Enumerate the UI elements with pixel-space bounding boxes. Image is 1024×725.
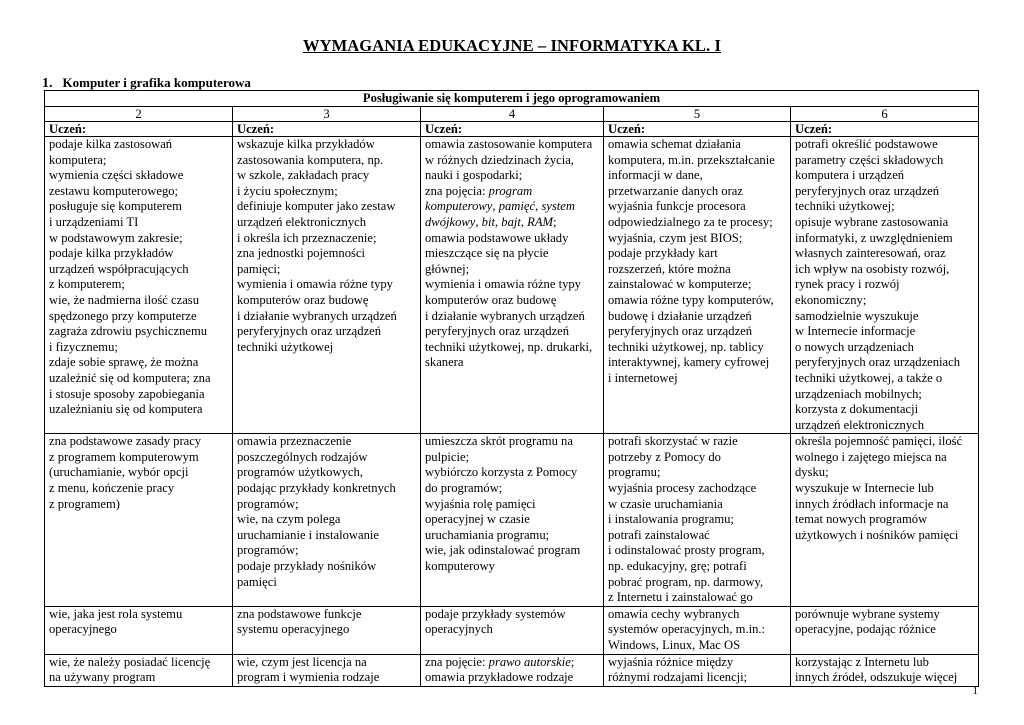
requirement-line: systemów operacyjnych, m.in.: <box>608 622 766 637</box>
requirement-cell <box>791 654 979 686</box>
requirement-line: różnymi rodzajami licencji; <box>608 670 748 685</box>
requirement-line: i urządzeniami TI <box>49 214 139 229</box>
requirement-line: omawia schemat działania <box>608 137 741 151</box>
requirement-line: uzależnianiu się od komputera <box>49 402 203 417</box>
requirement-line: operacyjnej w czasie <box>425 512 530 527</box>
requirement-line: pobrać program, np. darmowy, <box>608 574 764 589</box>
requirement-line: i odinstalować prosty program, <box>608 543 765 558</box>
grade-level: 6 <box>791 107 979 122</box>
requirement-line: głównej; <box>425 261 470 276</box>
requirements-table <box>44 90 979 687</box>
requirement-line: o nowych urządzeniach <box>795 339 914 354</box>
italic-term: komputerowy <box>425 199 493 214</box>
requirement-line: urządzeń współpracujących <box>49 261 189 276</box>
requirement-line: komputerowy, pamięć, system <box>425 199 575 214</box>
requirement-line: posługuje się komputerem <box>49 199 182 214</box>
italic-term: pamięć <box>498 199 536 214</box>
requirement-line: własnych zainteresowań, oraz <box>795 246 946 261</box>
requirement-line: i fizycznemu; <box>49 339 118 354</box>
requirement-line: i działanie wybranych urządzeń <box>425 308 585 323</box>
italic-term: program <box>488 183 533 198</box>
grade-level: 5 <box>604 107 791 122</box>
requirement-line: podaje kilka przykładów <box>49 246 174 261</box>
requirement-line: dysku; <box>795 465 829 480</box>
requirement-line: programów użytkowych, <box>237 465 363 480</box>
requirement-line: zna jednostki pojemności <box>237 246 366 261</box>
requirement-line: i określa ich przeznaczenie; <box>237 230 377 245</box>
requirement-line: i działanie wybranych urządzeń <box>237 308 397 323</box>
requirement-line: wyjaśnia, czym jest BIOS; <box>608 230 743 245</box>
requirement-line: parametry części składowych <box>795 152 944 167</box>
requirement-line: komputera; <box>49 152 107 167</box>
learner-label-row <box>45 122 979 137</box>
requirement-line: komputerów oraz budowę <box>425 292 557 307</box>
requirement-line: rozszerzeń, które można <box>608 261 731 276</box>
requirement-cell <box>604 606 791 654</box>
requirement-line: ich wpływ na osobisty rozwój, <box>795 261 950 276</box>
requirement-line: z programem) <box>49 496 120 511</box>
requirement-line: poszczególnych rodzajów <box>237 449 368 464</box>
requirement-cell <box>791 137 979 434</box>
requirement-line: dwójkowy, bit, bajt, RAM; <box>425 214 557 229</box>
requirement-cell <box>604 137 791 434</box>
requirement-cell <box>45 137 233 434</box>
section-number: 1. <box>42 76 53 91</box>
requirement-cell <box>421 654 604 686</box>
requirement-line: wymienia i omawia różne typy <box>237 277 393 292</box>
requirement-cell <box>233 654 421 686</box>
requirement-cell <box>791 434 979 607</box>
requirement-line: peryferyjnych oraz urządzeń <box>237 324 382 339</box>
requirement-line: i stosuje sposoby zapobiegania <box>49 386 205 401</box>
requirement-line: potrafi określić podstawowe <box>795 137 938 151</box>
requirement-line: potrafi skorzystać w razie <box>608 434 738 449</box>
requirement-line: omawia różne typy komputerów, <box>608 292 774 307</box>
learner-label: Uczeń: <box>791 122 979 137</box>
requirement-line: zna podstawowe zasady pracy <box>49 434 202 449</box>
requirement-line: komputera, m.in. przekształcanie <box>608 152 775 167</box>
requirement-line: peryferyjnych oraz urządzeń <box>608 324 753 339</box>
requirement-line: korzysta z dokumentacji <box>795 402 919 417</box>
requirement-row <box>45 137 979 434</box>
requirement-line: zainstalować w komputerze; <box>608 277 752 292</box>
requirement-line: potrafi zainstalować <box>608 527 710 542</box>
requirement-line: ekonomiczny; <box>795 292 867 307</box>
requirement-line: wymienia i omawia różne typy <box>425 277 581 292</box>
requirement-line: Windows, Linux, Mac OS <box>608 638 741 652</box>
requirement-line: omawia przykładowe rodzaje <box>425 670 574 685</box>
requirement-line: temat nowych programów <box>795 512 928 527</box>
requirement-line: zna pojęcie: prawo autorskie; <box>425 654 575 669</box>
learner-label: Uczeń: <box>421 122 604 137</box>
requirement-row <box>45 606 979 654</box>
requirement-line: pamięci; <box>237 261 281 276</box>
italic-term: RAM <box>527 214 554 229</box>
requirement-line: omawia przeznaczenie <box>237 434 352 449</box>
requirement-line: wie, jak odinstalować program <box>425 543 581 558</box>
requirement-line: i życiu społecznym; <box>237 183 338 198</box>
requirement-cell <box>233 434 421 607</box>
requirement-line: potrzeby z Pomocy do <box>608 449 721 464</box>
requirement-line: omawia podstawowe układy <box>425 230 569 245</box>
requirement-cell <box>421 606 604 654</box>
requirement-line: podaje przykłady nośników <box>237 559 377 574</box>
requirement-row <box>45 434 979 607</box>
requirement-cell <box>233 606 421 654</box>
requirement-line: przetwarzanie danych oraz <box>608 183 743 198</box>
requirement-line: pamięci <box>237 574 277 589</box>
grade-level: 4 <box>421 107 604 122</box>
requirement-line: systemu operacyjnego <box>237 622 350 637</box>
requirement-line: definiuje komputer jako zestaw <box>237 199 396 214</box>
requirement-line: w szkole, zakładach pracy <box>237 168 370 183</box>
requirement-line: wymienia części składowe <box>49 168 184 183</box>
requirement-line: w podstawowym zakresie; <box>49 230 183 245</box>
requirement-line: korzystając z Internetu lub <box>795 654 929 669</box>
requirement-line: i internetowej <box>608 370 678 385</box>
requirement-line: innych źródeł, odszukuje więcej <box>795 670 958 685</box>
requirement-line: program i wymienia rodzaje <box>237 670 380 685</box>
requirement-line: peryferyjnych oraz urządzeń <box>795 183 940 198</box>
requirement-line: wie, że nadmierna ilość czasu <box>49 292 200 307</box>
requirement-cell <box>791 606 979 654</box>
requirement-row <box>45 654 979 686</box>
requirement-line: programów; <box>237 543 299 558</box>
italic-term: prawo autorskie <box>488 654 571 669</box>
requirement-line: zestawu komputerowego; <box>49 183 179 198</box>
requirement-line: budowę i działanie urządzeń <box>608 308 752 323</box>
requirement-line: odpowiedzialnego za te procesy; <box>608 214 773 229</box>
requirement-line: operacyjne, podając różnice <box>795 622 936 637</box>
requirement-line: nauki i gospodarki; <box>425 168 523 183</box>
requirement-cell <box>233 137 421 434</box>
requirement-cell <box>45 654 233 686</box>
requirement-line: uzależnić się od komputera; zna <box>49 370 211 385</box>
requirement-line: techniki użytkowej <box>237 339 334 354</box>
requirement-line: wskazuje kilka przykładów <box>237 137 375 151</box>
requirement-line: samodzielnie wyszukuje <box>795 308 919 323</box>
section-label: Komputer i grafika komputerowa <box>62 75 251 90</box>
grade-levels-row <box>45 107 979 122</box>
requirement-line: podając przykłady konkretnych <box>237 481 396 496</box>
requirement-line: zagraża zdrowiu psychicznemu <box>49 324 208 339</box>
requirement-cell <box>604 434 791 607</box>
requirement-line: w Internecie informacje <box>795 324 916 339</box>
requirement-cell <box>421 137 604 434</box>
requirement-line: z komputerem; <box>49 277 125 292</box>
requirement-line: programu; <box>608 465 661 480</box>
requirement-line: z menu, kończenie pracy <box>49 481 175 496</box>
requirement-line: techniki użytkowej, a także o <box>795 370 943 385</box>
learner-label: Uczeń: <box>233 122 421 137</box>
requirement-line: operacyjnych <box>425 622 493 637</box>
requirement-line: z Internetu i zainstalować go <box>608 590 753 605</box>
requirement-line: urządzeniach mobilnych; <box>795 386 922 401</box>
requirement-line: podaje kilka zastosowań <box>49 137 173 151</box>
requirement-line: komputerów oraz budowę <box>237 292 369 307</box>
requirement-line: podaje przykłady kart <box>608 246 718 261</box>
requirement-line: wyjaśnia procesy zachodzące <box>608 481 757 496</box>
requirement-line: zna podstawowe funkcje <box>237 606 362 621</box>
requirement-cell <box>421 434 604 607</box>
page-number: 1 <box>972 685 978 697</box>
requirement-line: mieszczące się na płycie <box>425 246 549 261</box>
page-title: WYMAGANIA EDUKACYJNE – INFORMATYKA KL. I <box>302 36 722 55</box>
requirements-table-body <box>45 91 979 687</box>
requirement-line: wie, czym jest licencja na <box>237 654 367 669</box>
grade-level: 2 <box>45 107 233 122</box>
table-caption: Posługiwanie się komputerem i jego oprogramowaniem <box>45 91 979 107</box>
learner-label: Uczeń: <box>604 122 791 137</box>
requirement-line: techniki użytkowej, np. drukarki, <box>425 339 593 354</box>
requirement-cell <box>45 434 233 607</box>
requirement-line: zna pojęcia: program <box>425 183 533 198</box>
requirement-line: informatyki, z uwzględnieniem <box>795 230 953 245</box>
learner-label: Uczeń: <box>45 122 233 137</box>
requirement-line: urządzeń elektronicznych <box>237 214 367 229</box>
requirement-line: z programem komputerowym <box>49 449 199 464</box>
requirement-line: uruchamianie i instalowanie <box>237 527 379 542</box>
requirement-cell <box>604 654 791 686</box>
requirement-line: do programów; <box>425 481 503 496</box>
requirement-line: peryferyjnych oraz urządzeń <box>425 324 570 339</box>
requirement-line: na używany program <box>49 670 156 685</box>
requirement-line: urządzeń elektronicznych <box>795 417 925 432</box>
requirement-line: informacji w dane, <box>608 168 703 183</box>
requirement-line: komputerowy <box>425 559 495 574</box>
italic-term: bit <box>481 214 495 229</box>
requirement-line: pulpicie; <box>425 449 470 464</box>
requirement-line: wolnego i zajętego miejsca na <box>795 449 947 464</box>
requirement-line: porównuje wybrane systemy <box>795 606 940 621</box>
requirement-line: wyjaśnia różnice między <box>608 654 734 669</box>
requirement-line: wie, na czym polega <box>237 512 341 527</box>
requirement-line: podaje przykłady systemów <box>425 606 566 621</box>
requirement-line: wyjaśnia funkcje procesora <box>608 199 746 214</box>
requirement-line: spędzonego przy komputerze <box>49 308 197 323</box>
requirement-line: zdaje sobie sprawę, że można <box>49 355 199 370</box>
italic-term: system <box>541 199 575 214</box>
requirement-line: określa pojemność pamięci, ilość <box>795 434 963 449</box>
requirement-line: opisuje wybrane zastosowania <box>795 214 949 229</box>
requirement-line: umieszcza skrót programu na <box>425 434 573 449</box>
requirement-line: np. edukacyjny, grę; potrafi <box>608 559 747 574</box>
requirement-line: w czasie uruchamiania <box>608 496 723 511</box>
grade-level: 3 <box>233 107 421 122</box>
requirement-cell <box>45 606 233 654</box>
requirement-line: skanera <box>425 355 464 370</box>
requirement-line: peryferyjnych oraz urządzeniach <box>795 355 961 370</box>
requirement-line: wyszukuje w Internecie lub <box>795 481 934 496</box>
requirement-line: i instalowania programu; <box>608 512 734 527</box>
requirement-line: wie, że należy posiadać licencję <box>49 654 211 669</box>
requirement-line: interaktywnej, kamery cyfrowej <box>608 355 770 370</box>
requirement-line: w różnych dziedzinach życia, <box>425 152 574 167</box>
italic-term: dwójkowy <box>425 214 476 229</box>
requirement-line: uruchamiania programu; <box>425 527 550 542</box>
requirement-line: zastosowania komputera, np. <box>237 152 384 167</box>
requirement-line: omawia cechy wybranych <box>608 606 740 621</box>
table-caption-row <box>45 91 979 107</box>
requirement-line: techniki użytkowej; <box>795 199 895 214</box>
requirement-line: użytkowych i nośników pamięci <box>795 527 959 542</box>
requirement-line: wybiórczo korzysta z Pomocy <box>425 465 578 480</box>
requirement-line: operacyjnego <box>49 622 117 637</box>
requirement-line: komputera i urządzeń <box>795 168 905 183</box>
requirement-line: (uruchamianie, wybór opcji <box>49 465 189 480</box>
requirement-line: techniki użytkowej, np. tablicy <box>608 339 764 354</box>
italic-term: bajt <box>501 214 521 229</box>
requirement-line: programów; <box>237 496 299 511</box>
requirement-line: omawia zastosowanie komputera <box>425 137 593 151</box>
requirement-line: rynek pracy i rozwój <box>795 277 900 292</box>
requirement-line: wyjaśnia rolę pamięci <box>425 496 536 511</box>
requirement-line: wie, jaka jest rola systemu <box>49 606 183 621</box>
requirement-line: innych źródłach informacje na <box>795 496 949 511</box>
